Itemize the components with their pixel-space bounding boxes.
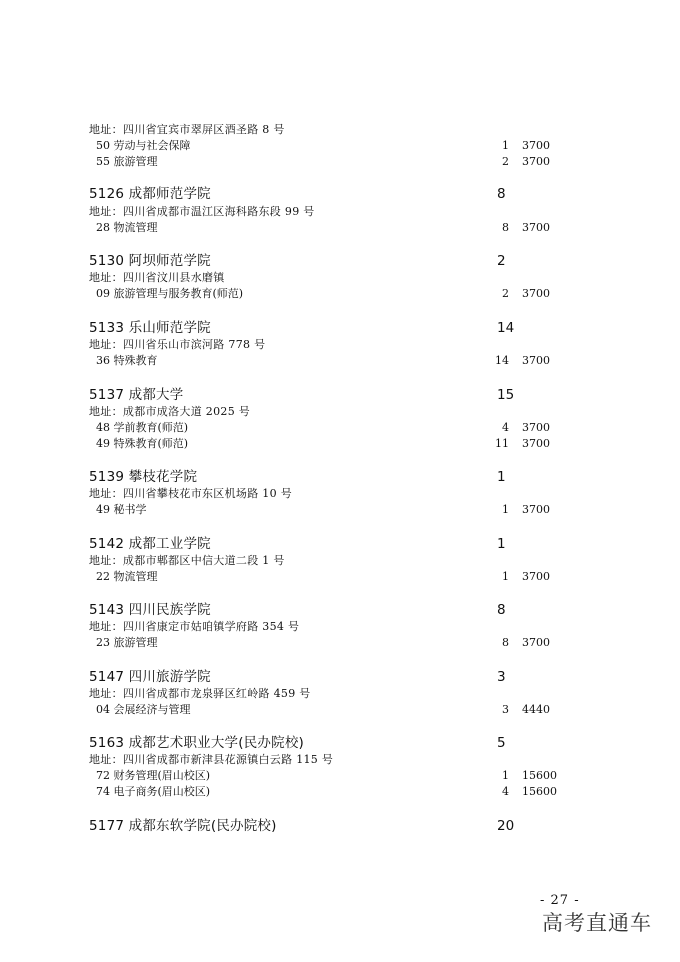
institution-header <box>0 668 680 686</box>
institution-address <box>0 486 680 501</box>
institution-name: 5163 成都艺术职业大学(民办院校) <box>89 735 304 751</box>
address-text: 地址：四川省成都市温江区海科路东段 99 号 <box>89 205 315 218</box>
major-row <box>0 154 680 169</box>
major-name: 23 旅游管理 <box>96 636 158 649</box>
institution-address <box>0 619 680 634</box>
major-plan-count: 2 <box>502 155 509 168</box>
institution-header <box>0 185 680 203</box>
page-number: - 27 - <box>540 893 580 908</box>
institution-header <box>0 817 680 835</box>
major-row <box>0 784 680 799</box>
major-tuition-fee: 3700 <box>522 221 550 234</box>
institution-name: 5126 成都师范学院 <box>89 186 211 202</box>
major-plan-count: 14 <box>495 354 509 367</box>
institution-name: 5130 阿坝师范学院 <box>89 253 211 269</box>
major-tuition-fee: 3700 <box>522 354 550 367</box>
institution-header <box>0 601 680 619</box>
institution-plan-count: 8 <box>497 186 506 202</box>
address-text: 地址：四川省乐山市滨河路 778 号 <box>89 338 266 351</box>
institution-plan-count: 8 <box>497 602 506 618</box>
major-tuition-fee: 15600 <box>522 769 557 782</box>
major-plan-count: 4 <box>502 421 509 434</box>
major-row <box>0 502 680 517</box>
watermark-text: 高考直通车 <box>542 911 652 935</box>
major-plan-count: 4 <box>502 785 509 798</box>
major-row <box>0 436 680 451</box>
major-row <box>0 569 680 584</box>
major-plan-count: 8 <box>502 636 509 649</box>
institution-plan-count: 3 <box>497 669 506 685</box>
major-plan-count: 1 <box>502 503 509 516</box>
institution-address <box>0 404 680 419</box>
institution-header <box>0 319 680 337</box>
major-tuition-fee: 3700 <box>522 287 550 300</box>
major-row <box>0 702 680 717</box>
address-text: 地址：四川省宜宾市翠屏区酒圣路 8 号 <box>89 123 285 136</box>
institution-address <box>0 204 680 219</box>
institution-address <box>0 752 680 767</box>
address-text: 地址：成都市成洛大道 2025 号 <box>89 405 251 418</box>
major-name: 49 秘书学 <box>96 503 147 516</box>
major-name: 22 物流管理 <box>96 570 158 583</box>
institution-plan-count: 14 <box>497 320 515 336</box>
major-tuition-fee: 3700 <box>522 636 550 649</box>
address-text: 地址：四川省汶川县水磨镇 <box>89 271 225 284</box>
major-row <box>0 138 680 153</box>
institution-name: 5139 攀枝花学院 <box>89 469 198 485</box>
institution-name: 5147 四川旅游学院 <box>89 669 211 685</box>
institution-address <box>0 686 680 701</box>
institution-address <box>0 553 680 568</box>
major-tuition-fee: 3700 <box>522 139 550 152</box>
institution-plan-count: 15 <box>497 387 515 403</box>
major-name: 55 旅游管理 <box>96 155 158 168</box>
institution-name: 5177 成都东软学院(民办院校) <box>89 818 277 834</box>
major-tuition-fee: 3700 <box>522 437 550 450</box>
institution-header <box>0 535 680 553</box>
major-tuition-fee: 4440 <box>522 703 550 716</box>
major-name: 74 电子商务(眉山校区) <box>96 785 211 798</box>
address-text: 地址：四川省成都市新津县花源镇白云路 115 号 <box>89 753 334 766</box>
major-name: 09 旅游管理与服务教育(师范) <box>96 287 244 300</box>
institution-plan-count: 5 <box>497 735 506 751</box>
major-name: 48 学前教育(师范) <box>96 421 189 434</box>
major-row <box>0 768 680 783</box>
institution-name: 5143 四川民族学院 <box>89 602 211 618</box>
institution-name: 5142 成都工业学院 <box>89 536 211 552</box>
major-tuition-fee: 3700 <box>522 155 550 168</box>
address-text: 地址：成都市郫都区中信大道二段 1 号 <box>89 554 285 567</box>
institution-header <box>0 734 680 752</box>
major-name: 04 会展经济与管理 <box>96 703 191 716</box>
major-plan-count: 3 <box>502 703 509 716</box>
major-plan-count: 2 <box>502 287 509 300</box>
institution-name: 5133 乐山师范学院 <box>89 320 211 336</box>
institution-plan-count: 1 <box>497 536 506 552</box>
major-row <box>0 635 680 650</box>
address-text: 地址：四川省成都市龙泉驿区红岭路 459 号 <box>89 687 311 700</box>
major-name: 49 特殊教育(师范) <box>96 437 189 450</box>
major-plan-count: 1 <box>502 570 509 583</box>
major-plan-count: 1 <box>502 769 509 782</box>
major-name: 50 劳动与社会保障 <box>96 139 191 152</box>
address-text: 地址：四川省攀枝花市东区机场路 10 号 <box>89 487 292 500</box>
major-tuition-fee: 3700 <box>522 570 550 583</box>
major-plan-count: 1 <box>502 139 509 152</box>
institution-plan-count: 2 <box>497 253 506 269</box>
major-plan-count: 8 <box>502 221 509 234</box>
major-row <box>0 286 680 301</box>
institution-header <box>0 252 680 270</box>
major-row <box>0 353 680 368</box>
institution-address <box>0 270 680 285</box>
major-tuition-fee: 3700 <box>522 503 550 516</box>
major-row <box>0 420 680 435</box>
institution-header <box>0 468 680 486</box>
institution-address <box>0 122 680 137</box>
institution-header <box>0 386 680 404</box>
address-text: 地址：四川省康定市姑咱镇学府路 354 号 <box>89 620 300 633</box>
major-plan-count: 11 <box>495 437 509 450</box>
major-name: 36 特殊教育 <box>96 354 158 367</box>
major-name: 28 物流管理 <box>96 221 158 234</box>
institution-plan-count: 20 <box>497 818 515 834</box>
major-row <box>0 220 680 235</box>
institution-name: 5137 成都大学 <box>89 387 184 403</box>
major-tuition-fee: 3700 <box>522 421 550 434</box>
institution-plan-count: 1 <box>497 469 506 485</box>
major-tuition-fee: 15600 <box>522 785 557 798</box>
institution-address <box>0 337 680 352</box>
major-name: 72 财务管理(眉山校区) <box>96 769 211 782</box>
